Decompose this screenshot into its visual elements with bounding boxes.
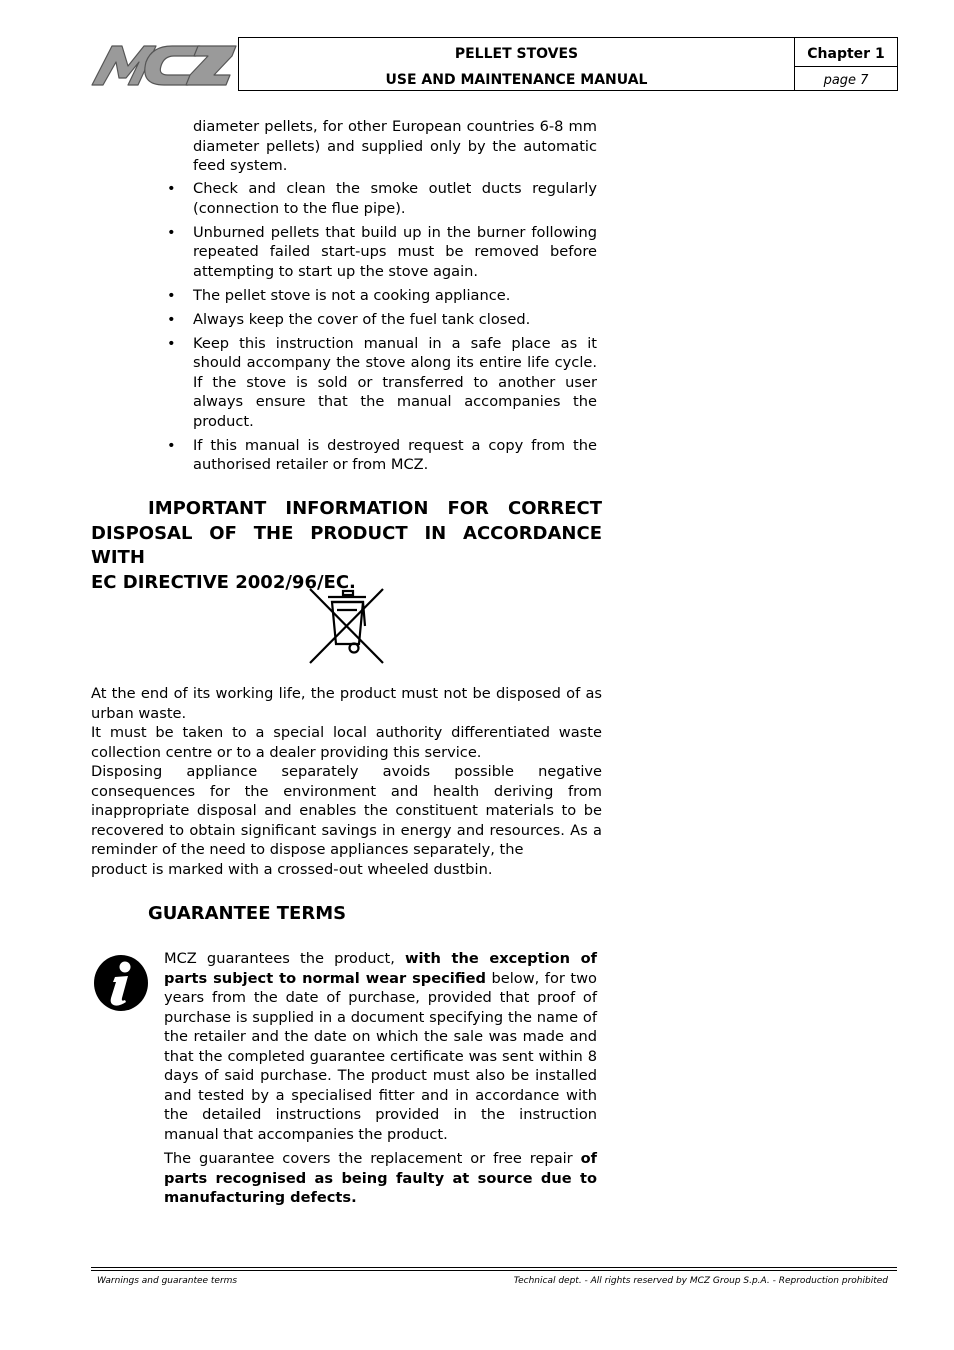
header-title-box	[238, 37, 795, 91]
list-item: • Keep this instruction manual in a safe place as it should accompany the stove along its entire life cycle. If the stove is sold or transferred to another user always ensure that the manual accompanies the product.	[167, 334, 597, 430]
footer-rule	[91, 1267, 897, 1268]
warning-list	[165, 179, 597, 479]
guarantee-paragraph: MCZ guarantees the product, with the exception of parts subject to normal wear specified below, for two years from the date of purchase, provided that proof of purchase is supplied in a document specifying the name of the retailer and the date on which the sale was made and that the completed guarantee certificate was sent within 8 days of said purchase. The product must also be installed and tested by a specialised fitter and in accordance with the detailed instructions provided in the instruction manual that accompanies the product.	[164, 950, 597, 1143]
disposal-paragraph: It must be taken to a special local authority differentiated waste collection centre or to a dealer providing this service.	[91, 724, 602, 761]
bullet: •	[167, 310, 176, 328]
info-icon	[93, 954, 149, 1012]
guarantee-paragraph: The guarantee covers the replacement or free repair of parts recognised as being faulty at source due to manufacturing defects.	[164, 1150, 597, 1206]
bullet: •	[167, 180, 176, 197]
footer-left: Warnings and guarantee terms	[97, 1276, 238, 1286]
bullet: •	[167, 223, 176, 241]
mcz-logo	[90, 40, 238, 90]
chapter-label: Chapter 1	[807, 46, 885, 62]
disposal-heading: IMPORTANT INFORMATION FOR CORRECT DISPOSAL OF THE PRODUCT IN ACCORDANCE WITH EC DIRECTIVE 2002/96/EC.	[91, 498, 602, 593]
guarantee-text	[164, 949, 597, 1213]
disposal-paragraph: product is marked with a crossed-out wheeled dustbin.	[91, 860, 493, 878]
disposal-text	[91, 684, 602, 879]
list-item: • Unburned pellets that build up in the burner following repeated failed start-ups must be removed before attempting to start up the stove again.	[167, 223, 597, 280]
bullet: •	[167, 334, 176, 352]
disposal-paragraph: At the end of its working life, the product must not be disposed of as urban waste.	[91, 685, 602, 722]
list-item: • Check and clean the smoke outlet ducts regularly (connection to the flue pipe).	[167, 180, 597, 217]
list-item: • The pellet stove is not a cooking appliance.	[167, 286, 511, 304]
footer-rule	[91, 1270, 897, 1271]
crossed-out-wheeled-bin-icon	[307, 586, 386, 666]
bullet: •	[167, 286, 176, 304]
disposal-paragraph: Disposing appliance separately avoids possible negative consequences for the environment and health deriving from inappropriate disposal and enables the constituent materials to be recovered to obtain significant savings in energy and resources. As a reminder of the need to dispose appliances separately, the	[91, 763, 602, 858]
bullet: •	[167, 436, 176, 454]
footer-right: Technical dept. - All rights reserved by MCZ Group S.p.A. - Reproduction prohibited	[513, 1276, 888, 1286]
chapter-divider	[795, 66, 897, 67]
intro-continuation: diameter pellets, for other European countries 6-8 mm diameter pellets) and supplied only by the automatic feed system.	[193, 118, 597, 174]
list-item: • If this manual is destroyed request a copy from the authorised retailer or from MCZ.	[167, 436, 597, 473]
page-number: page 7	[823, 73, 869, 88]
guarantee-heading: GUARANTEE TERMS	[148, 903, 347, 924]
header-title: PELLET STOVES	[454, 46, 579, 62]
chapter-box	[795, 37, 898, 91]
list-item: • Always keep the cover of the fuel tank closed.	[167, 310, 531, 328]
header-subtitle: USE AND MAINTENANCE MANUAL	[385, 72, 648, 88]
